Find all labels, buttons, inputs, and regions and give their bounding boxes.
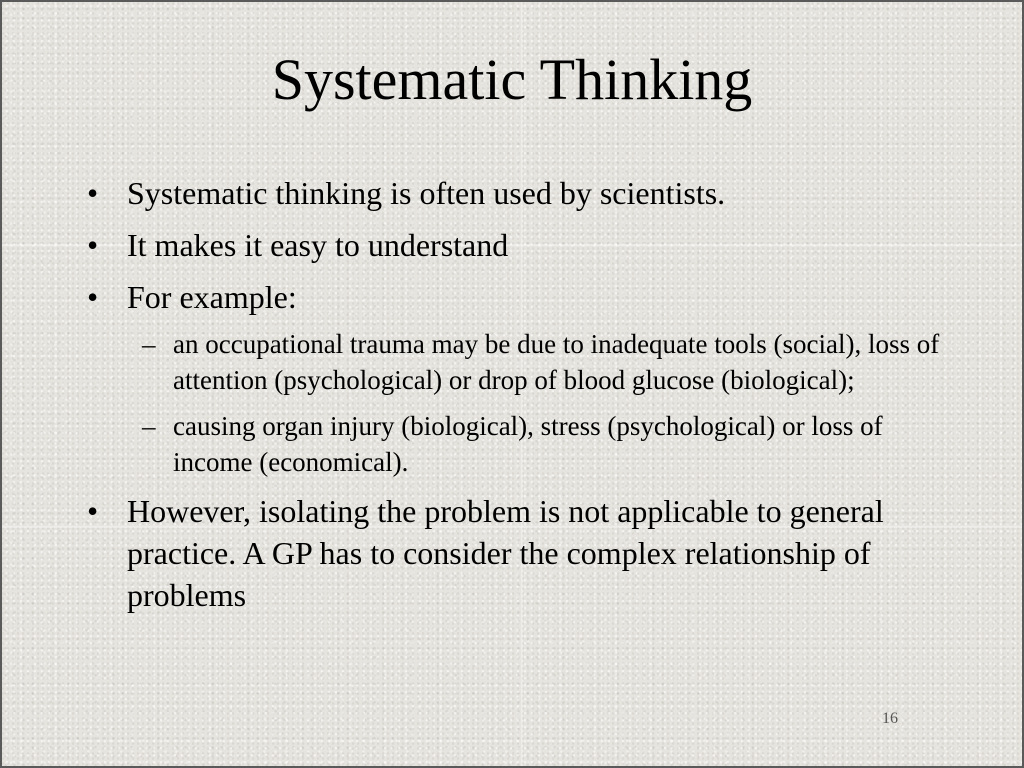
slide-content [87, 172, 957, 626]
sub-bullet-item [87, 408, 957, 480]
bullet-marker: • [87, 175, 99, 211]
bullet-marker: • [87, 493, 99, 529]
bullet-text: However, isolating the problem is not applicable to general practice. A GP has to consider the complex relationship of problems [127, 493, 884, 613]
bullet-item [87, 490, 957, 616]
sub-bullet-text: causing organ injury (biological), stress (psychological) or loss of income (economical). [173, 411, 883, 477]
sub-bullet-item [87, 326, 957, 398]
page-number: 16 [882, 710, 898, 727]
sub-bullet-list [87, 326, 957, 480]
bullet-marker: • [87, 279, 99, 315]
sub-bullet-marker: – [142, 411, 156, 441]
sub-bullet-marker: – [142, 329, 156, 359]
bullet-text: It makes it easy to understand [127, 227, 509, 263]
bullet-text: Systematic thinking is often used by scientists. [127, 175, 726, 211]
bullet-item [87, 224, 957, 266]
sub-bullet-text: an occupational trauma may be due to inadequate tools (social), loss of attention (psychological) or drop of blood glucose (biological); [173, 329, 940, 395]
bullet-marker: • [87, 227, 99, 263]
bullet-item [87, 276, 957, 318]
slide-title: Systematic Thinking [271, 47, 753, 112]
bullet-item [87, 172, 957, 214]
bullet-text: For example: [127, 279, 297, 315]
